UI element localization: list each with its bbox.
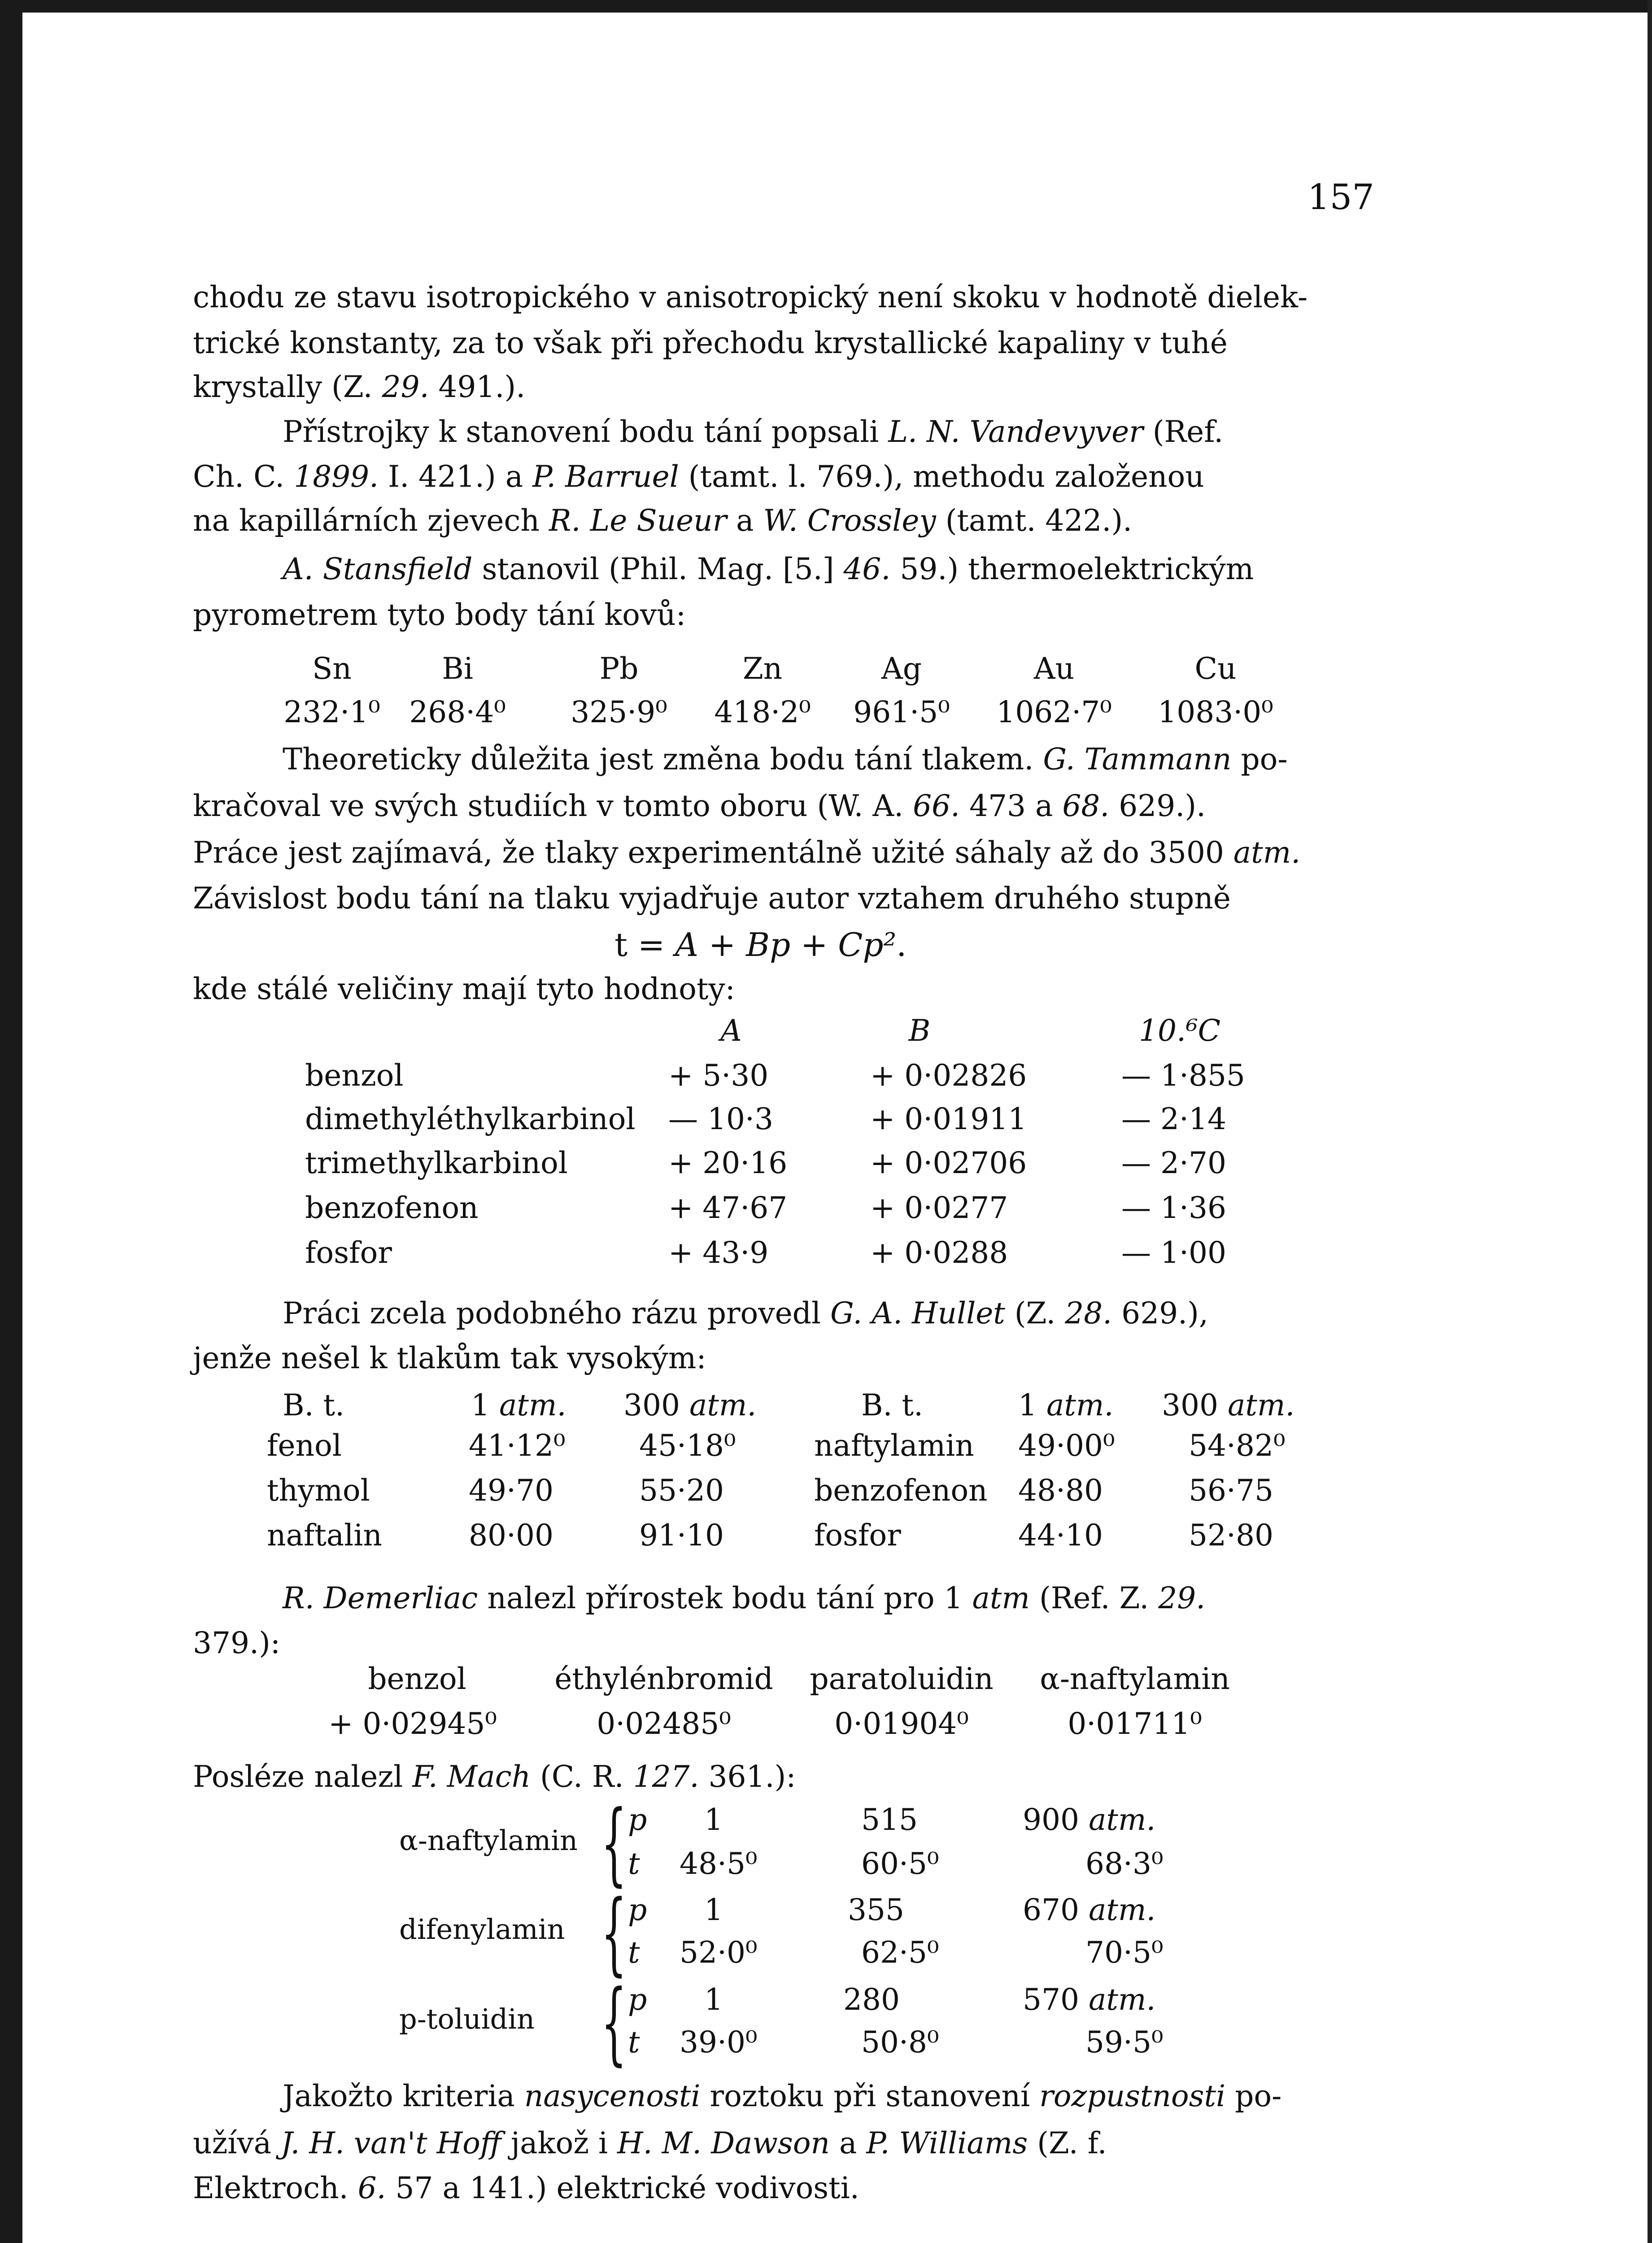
scan-edge-top bbox=[0, 0, 1652, 13]
table-header: B bbox=[908, 1013, 931, 1048]
table-cell: 41·12⁰ bbox=[469, 1428, 566, 1463]
text-line: Práce jest zajímavá, že tlaky experimentálně užité sáhaly až do 3500 atm. bbox=[193, 835, 1301, 870]
table-cell: 39·0⁰ bbox=[680, 2025, 758, 2060]
formula: t = A + Bp + Cp². bbox=[615, 926, 907, 964]
metal-name: Au bbox=[1033, 651, 1075, 686]
table-cell: + 0·02706 bbox=[870, 1146, 1027, 1180]
table-cell: 52·0⁰ bbox=[680, 1935, 758, 1970]
metal-value: 268·4⁰ bbox=[409, 695, 506, 729]
table-cell: 0·01904⁰ bbox=[834, 1706, 969, 1741]
scan-edge-left bbox=[0, 0, 22, 2243]
table-header: paratoluidin bbox=[810, 1662, 994, 1696]
text-line: Posléze nalezl F. Mach (C. R. 127. 361.): bbox=[193, 1759, 796, 1794]
scan-edge-right bbox=[1648, 0, 1652, 2243]
table-cell: — 1·855 bbox=[1121, 1058, 1245, 1093]
table-header: A bbox=[720, 1013, 742, 1048]
text-line: krystally (Z. 29. 491.). bbox=[193, 370, 526, 404]
text-line: Závislost bodu tání na tlaku vyjadřuje autor vztahem druhého stupně bbox=[193, 881, 1231, 916]
text-line: kračoval ve svých studiích v tomto oboru (W. A. 66. 473 a 68. 629.). bbox=[193, 789, 1206, 823]
metal-name: Sn bbox=[312, 651, 352, 686]
text-line: Theoreticky důležita jest změna bodu tání tlakem. G. Tammann po- bbox=[283, 742, 1288, 777]
table-cell: 515 bbox=[861, 1802, 918, 1837]
text-line: jenže nešel k tlakům tak vysokým: bbox=[193, 1341, 706, 1375]
text-line: Jakožto kriteria nasycenosti roztoku při stanovení rozpustnosti po- bbox=[283, 2079, 1282, 2113]
table-header: 1 atm. bbox=[1018, 1388, 1114, 1423]
table-row-label: benzofenon bbox=[814, 1473, 988, 1508]
text-line: R. Demerliac nalezl přírostek bodu tání pro 1 atm (Ref. Z. 29. bbox=[283, 1581, 1206, 1615]
table-cell: 91·10 bbox=[639, 1518, 724, 1553]
table-header: benzol bbox=[368, 1662, 466, 1696]
table-header: 300 atm. bbox=[623, 1388, 757, 1423]
row-label-p: p bbox=[628, 1893, 647, 1927]
table-cell: 52·80 bbox=[1189, 1518, 1273, 1553]
table-header: éthylénbromid bbox=[554, 1662, 773, 1696]
table-cell: + 5·30 bbox=[668, 1058, 769, 1093]
metal-name: Cu bbox=[1194, 651, 1237, 686]
row-label-t: t bbox=[628, 1846, 640, 1881]
table-cell: 68·3⁰ bbox=[1085, 1846, 1164, 1881]
table-cell: 1 bbox=[704, 1802, 723, 1837]
table-cell: 900 atm. bbox=[1023, 1802, 1156, 1837]
table-row-label: fosfor bbox=[305, 1235, 392, 1270]
table-row-label: naftylamin bbox=[814, 1428, 974, 1463]
table-cell: 670 atm. bbox=[1023, 1893, 1156, 1927]
table-cell: 570 atm. bbox=[1023, 1982, 1156, 2017]
table-cell: 70·5⁰ bbox=[1085, 1935, 1164, 1970]
table-cell: 80·00 bbox=[469, 1518, 554, 1553]
table-cell: 355 bbox=[848, 1893, 904, 1927]
row-label-t: t bbox=[628, 2025, 640, 2060]
text-line: na kapillárních zjevech R. Le Sueur a W. Crossley (tamt. 422.). bbox=[193, 503, 1133, 538]
table-cell: 62·5⁰ bbox=[861, 1935, 939, 1970]
metal-value: 1083·0⁰ bbox=[1158, 695, 1273, 729]
table-cell: — 2·70 bbox=[1121, 1146, 1226, 1180]
text-line: A. Stansfield stanovil (Phil. Mag. [5.] 46. 59.) thermoelektrickým bbox=[283, 552, 1254, 586]
brace-icon: { bbox=[601, 1881, 627, 1986]
table-cell: 1 bbox=[704, 1893, 723, 1927]
table-cell: 44·10 bbox=[1018, 1518, 1103, 1553]
table-cell: 48·5⁰ bbox=[680, 1846, 758, 1881]
metal-name: Bi bbox=[442, 651, 473, 686]
text-line: kde stálé veličiny mají tyto hodnoty: bbox=[193, 972, 735, 1006]
table-cell: 45·18⁰ bbox=[639, 1428, 736, 1463]
table-cell: + 0·02945⁰ bbox=[328, 1706, 497, 1741]
page-number: 157 bbox=[1308, 177, 1374, 218]
metal-value: 1062·7⁰ bbox=[996, 695, 1112, 729]
text-line: Ch. C. 1899. I. 421.) a P. Barruel (tamt. l. 769.), methodu založenou bbox=[193, 459, 1204, 494]
table-header: 1 atm. bbox=[471, 1388, 567, 1423]
table-cell: 50·8⁰ bbox=[861, 2025, 939, 2060]
table-row-label: trimethylkarbinol bbox=[305, 1146, 568, 1180]
table-cell: + 20·16 bbox=[668, 1146, 788, 1180]
table-header: 300 atm. bbox=[1162, 1388, 1295, 1423]
text-line: trické konstanty, za to však při přechodu krystallické kapaliny v tuhé bbox=[193, 326, 1228, 360]
table-header: α-naftylamin bbox=[1040, 1662, 1230, 1696]
text-line: chodu ze stavu isotropického v anisotropický není skoku v hodnotě dielek- bbox=[193, 280, 1308, 314]
table-cell: + 0·02826 bbox=[870, 1058, 1027, 1093]
table-cell: + 0·0277 bbox=[870, 1191, 1008, 1225]
metal-value: 418·2⁰ bbox=[714, 695, 811, 729]
row-label-t: t bbox=[628, 1935, 640, 1970]
row-label-p: p bbox=[628, 1802, 647, 1837]
table-cell: 48·80 bbox=[1018, 1473, 1103, 1508]
table-row-label: naftalin bbox=[267, 1518, 382, 1553]
table-cell: 0·02485⁰ bbox=[597, 1706, 731, 1741]
metal-value: 325·9⁰ bbox=[571, 695, 667, 729]
table-cell: 56·75 bbox=[1189, 1473, 1273, 1508]
table-header: 10.⁶C bbox=[1139, 1013, 1220, 1048]
metal-name: Zn bbox=[742, 651, 783, 686]
table-row-label: benzol bbox=[305, 1058, 404, 1093]
table-row-label: α-naftylamin bbox=[399, 1824, 578, 1857]
table-cell: 60·5⁰ bbox=[861, 1846, 939, 1881]
metal-value: 961·5⁰ bbox=[853, 695, 950, 729]
table-cell: + 0·01911 bbox=[870, 1102, 1027, 1136]
table-row-label: thymol bbox=[267, 1473, 370, 1508]
brace-icon: { bbox=[601, 1791, 627, 1896]
text-line: Přístrojky k stanovení bodu tání popsali L. N. Vandevyver (Ref. bbox=[283, 415, 1224, 449]
table-cell: — 1·36 bbox=[1121, 1191, 1226, 1225]
table-cell: — 10·3 bbox=[668, 1102, 773, 1136]
text-line: Elektroch. 6. 57 a 141.) elektrické vodivosti. bbox=[193, 2171, 859, 2205]
table-cell: 1 bbox=[704, 1982, 723, 2017]
table-cell: + 0·0288 bbox=[870, 1235, 1008, 1270]
table-cell: + 47·67 bbox=[668, 1191, 788, 1225]
text-line: pyrometrem tyto body tání kovů: bbox=[193, 598, 686, 632]
table-cell: + 43·9 bbox=[668, 1235, 769, 1270]
table-row-label: p-toluidin bbox=[399, 2003, 535, 2035]
table-cell: 59·5⁰ bbox=[1085, 2025, 1164, 2060]
table-cell: 55·20 bbox=[639, 1473, 724, 1508]
table-cell: 49·70 bbox=[469, 1473, 554, 1508]
table-row-label: benzofenon bbox=[305, 1191, 479, 1225]
row-label-p: p bbox=[628, 1982, 647, 2017]
table-cell: — 1·00 bbox=[1121, 1235, 1226, 1270]
metal-name: Pb bbox=[599, 651, 639, 686]
table-cell: 0·01711⁰ bbox=[1068, 1706, 1202, 1741]
table-row-label: dimethyléthylkarbinol bbox=[305, 1102, 636, 1136]
table-cell: 54·82⁰ bbox=[1189, 1428, 1286, 1463]
text-line: užívá J. H. van't Hoff jakož i H. M. Dawson a P. Williams (Z. f. bbox=[193, 2126, 1107, 2160]
table-cell: 49·00⁰ bbox=[1018, 1428, 1115, 1463]
metal-value: 232·1⁰ bbox=[283, 695, 380, 729]
text-line: Práci zcela podobného rázu provedl G. A. Hullet (Z. 28. 629.), bbox=[283, 1296, 1208, 1331]
brace-icon: { bbox=[601, 1971, 627, 2075]
table-cell: — 2·14 bbox=[1121, 1102, 1226, 1136]
table-row-label: fosfor bbox=[814, 1518, 901, 1553]
text-line: 379.): bbox=[193, 1626, 280, 1660]
table-header: B. t. bbox=[861, 1388, 923, 1423]
table-row-label: difenylamin bbox=[399, 1913, 565, 1946]
table-header: B. t. bbox=[283, 1388, 344, 1423]
metal-name: Ag bbox=[881, 651, 922, 686]
table-row-label: fenol bbox=[267, 1428, 342, 1463]
table-cell: 280 bbox=[843, 1982, 900, 2017]
